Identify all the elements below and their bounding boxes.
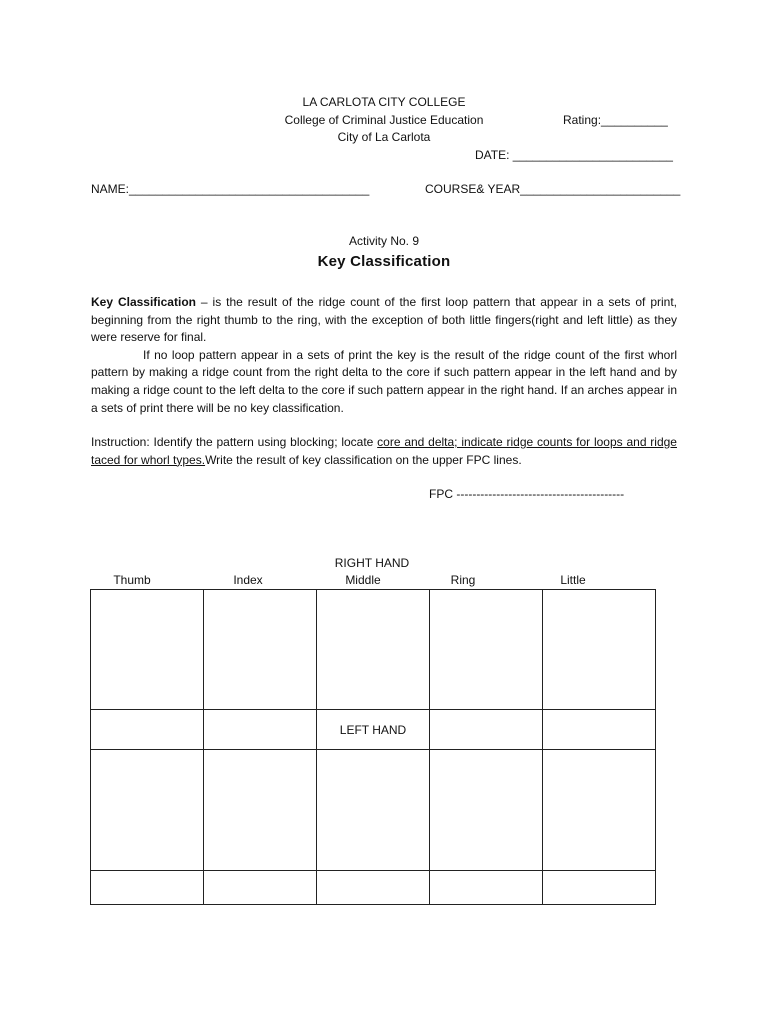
column-label-little: Little (560, 573, 586, 587)
print-box-left-middle[interactable] (317, 750, 430, 871)
date-field[interactable]: DATE: ________________________ (475, 148, 673, 162)
definition-paragraph (91, 294, 677, 417)
fingerprint-table (90, 589, 656, 905)
left-hand-count-row (91, 871, 656, 905)
right-hand-count-row (91, 710, 656, 750)
right-hand-label: RIGHT HAND (334, 556, 410, 570)
course-year-field[interactable]: COURSE& YEAR________________________ (425, 182, 681, 196)
column-label-thumb: Thumb (113, 573, 151, 587)
print-box-right-index[interactable] (204, 590, 317, 710)
instruction-underlined: core and delta; indicate ridge counts for loops and ridge taced for whorl types. (91, 435, 677, 467)
rating-field[interactable]: Rating:__________ (563, 113, 668, 127)
print-box-right-little[interactable] (543, 590, 656, 710)
activity-number: Activity No. 9 (348, 234, 420, 248)
definition-term: Key Classification (91, 295, 196, 309)
count-box-right-index[interactable] (204, 710, 317, 750)
city-name: City of La Carlota (337, 130, 431, 144)
print-box-right-ring[interactable] (430, 590, 543, 710)
print-box-right-middle[interactable] (317, 590, 430, 710)
count-box-left-little[interactable] (543, 871, 656, 905)
print-box-left-index[interactable] (204, 750, 317, 871)
name-field[interactable]: NAME:____________________________________ (91, 182, 370, 196)
count-box-right-ring[interactable] (430, 710, 543, 750)
activity-title: Key Classification (317, 253, 451, 270)
count-box-left-middle[interactable] (317, 871, 430, 905)
left-hand-label: LEFT HAND (317, 710, 430, 750)
print-box-left-little[interactable] (543, 750, 656, 871)
count-box-right-little[interactable] (543, 710, 656, 750)
instruction-end: Write the result of key classification on the upper FPC lines. (205, 452, 522, 467)
column-label-ring: Ring (450, 573, 476, 587)
count-box-left-ring[interactable] (430, 871, 543, 905)
instruction-start: Instruction: Identify the pattern using blocking; locate (91, 435, 378, 449)
fpc-line[interactable]: FPC ------------------------------------------ (429, 487, 625, 501)
definition-text: – is the result of the ridge count of the first loop pattern that appear in a sets of print, beginning from the right thumb to the ring, with the exception of both little fingers(right and left little) as they were reserve for final. (91, 295, 677, 345)
whorl-rule-text: If no loop pattern appear in a sets of print the key is the result of the ridge count of the first whorl pattern by making a ridge count from the right delta to the core if such pattern appear in the left hand and by making a ridge count to the left delta to the core if such pattern appear in the right hand. If an arches appear in a sets of print there will be no key classification. (91, 347, 677, 415)
column-label-index: Index (233, 573, 263, 587)
print-box-right-thumb[interactable] (91, 590, 204, 710)
print-box-left-ring[interactable] (430, 750, 543, 871)
department-name: College of Criminal Justice Education (284, 113, 484, 127)
print-box-left-thumb[interactable] (91, 750, 204, 871)
count-box-left-index[interactable] (204, 871, 317, 905)
count-box-right-thumb[interactable] (91, 710, 204, 750)
instruction-paragraph (91, 434, 677, 469)
column-label-middle: Middle (345, 573, 381, 587)
count-box-left-thumb[interactable] (91, 871, 204, 905)
left-hand-print-row (91, 750, 656, 871)
right-hand-print-row (91, 590, 656, 710)
college-name: LA CARLOTA CITY COLLEGE (302, 95, 466, 109)
